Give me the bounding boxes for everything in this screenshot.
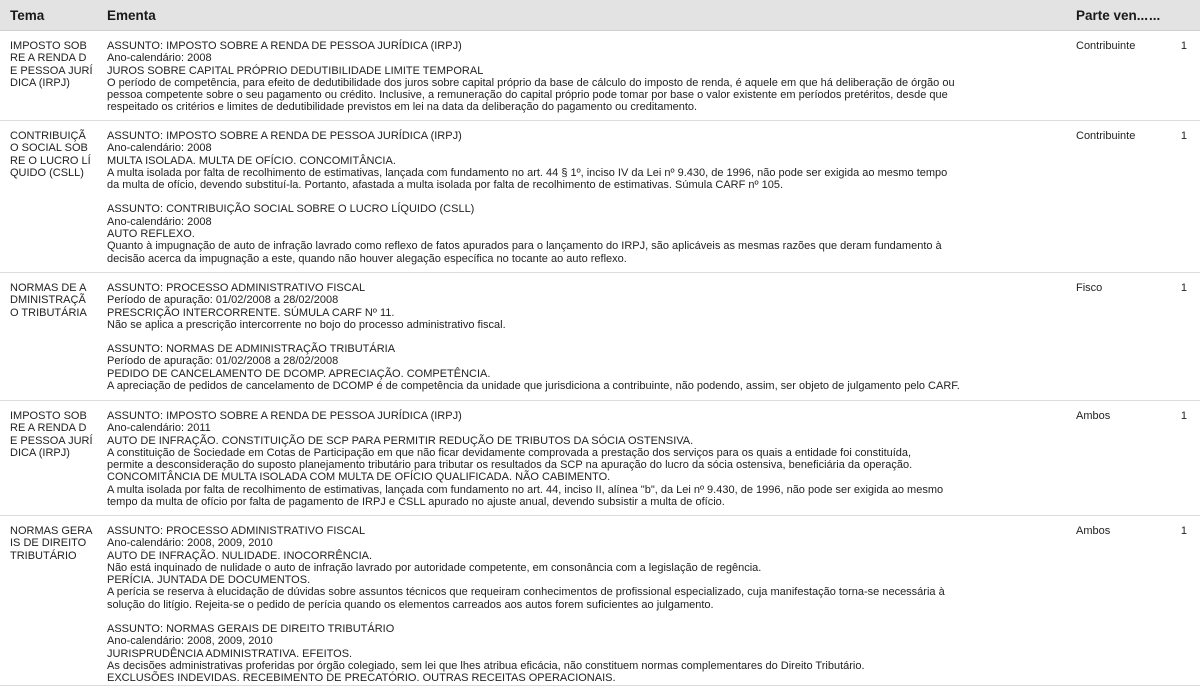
ementa-line: solução do litígio. Rejeita-se o pedido de perícia quando os elementos carreados aos autos forem suficientes ao julgamento. — [107, 598, 714, 611]
cell-ementa — [97, 525, 1066, 685]
ementa-line: CONCOMITÂNCIA DE MULTA ISOLADA COM MULTA DE OFÍCIO QUALIFICADA. NÃO CABIMENTO. — [107, 471, 611, 484]
ementa-line: ASSUNTO: IMPOSTO SOBRE A RENDA DE PESSOA JURÍDICA (IRPJ) — [107, 130, 462, 142]
column-header-ementa[interactable]: Ementa — [107, 7, 156, 23]
ementa-block — [107, 203, 1060, 264]
ementa-line: A multa isolada por falta de recolhimento de estimativas, lançada com fundamento no art. 44, inciso II, alínea "b", da Lei nº 9.430, de 1996, não pode ser exigida ao mesmo — [107, 483, 944, 496]
ementa-block — [107, 410, 1060, 508]
ementa-line: A constituição de Sociedade em Cotas de Participação em que não ficar devidamente comprovada a prestação dos serviços para os quais a entidade foi constituída, — [107, 446, 912, 459]
ementa-line: ASSUNTO: PROCESSO ADMINISTRATIVO FISCAL — [107, 282, 366, 294]
cell-count: 1 — [1180, 130, 1187, 142]
cell-tema: CONTRIBUIÇÃO SOCIAL SOBRE O LUCRO LÍQUIDO (CSLL) — [10, 130, 91, 179]
column-header-tema[interactable]: Tema — [10, 7, 45, 23]
table-header — [0, 0, 1200, 31]
cell-tema: IMPOSTO SOBRE A RENDA DE PESSOA JURÍDICA (IRPJ) — [10, 40, 93, 89]
ementa-line: Ano-calendário: 2011 — [107, 422, 211, 435]
ementa-block — [107, 40, 1060, 114]
table-row[interactable] — [0, 273, 1200, 401]
ementa-line: tempo da multa de ofício por falta de pagamento de IRPJ e CSLL apurado no ajuste anual, devendo subsistir a multa de ofício. — [107, 496, 725, 509]
ementa-line: ASSUNTO: CONTRIBUIÇÃO SOCIAL SOBRE O LUCRO LÍQUIDO (CSLL) — [107, 203, 475, 216]
cell-count: 1 — [1180, 40, 1187, 52]
ementa-line: Não está inquinado de nulidade o auto de infração lavrado por autoridade competente, em consonância com a legislação de regência. — [107, 561, 762, 574]
table-row[interactable] — [0, 31, 1200, 121]
ementa-line: Ano-calendário: 2008 — [107, 52, 212, 65]
ementa-line: Não se aplica a prescrição intercorrente no bojo do processo administrativo fiscal. — [107, 318, 506, 331]
ementa-line: PEDIDO DE CANCELAMENTO DE DCOMP. APRECIAÇÃO. COMPETÊNCIA. — [107, 367, 491, 380]
ementa-line: EXCLUSÕES INDEVIDAS. RECEBIMENTO DE PRECATÓRIO. OUTRAS RECEITAS OPERACIONAIS. — [107, 672, 616, 685]
cell-count: 1 — [1180, 525, 1187, 537]
ementa-line: O período de competência, para efeito de dedutibilidade dos juros sobre capital próprio da base de cálculo do imposto de renda, é aquele em que há deliberação de órgão ou — [107, 76, 955, 89]
ementa-block — [107, 130, 1060, 191]
column-header-parte-vencedora[interactable]: Parte ven... — [1076, 7, 1149, 23]
ementa-line: ASSUNTO: NORMAS GERAIS DE DIREITO TRIBUTÁRIO — [107, 623, 395, 636]
ementa-line: respeitado os critérios e limites de dedutibilidade previstos em lei na data da deliberação do pagamento ou creditamento. — [107, 101, 698, 114]
cell-parte-vencedora: Fisco — [1076, 282, 1103, 294]
ementa-line: decisão acerca da impugnação a este, quando não houver alegação específica no tocante ao auto reflexo. — [107, 252, 627, 265]
ementa-line: ASSUNTO: IMPOSTO SOBRE A RENDA DE PESSOA JURÍDICA (IRPJ) — [107, 40, 462, 52]
ementa-line: Ano-calendário: 2008 — [107, 215, 212, 228]
cell-count: 1 — [1180, 410, 1187, 422]
ementa-line: Período de apuração: 01/02/2008 a 28/02/2008 — [107, 294, 339, 307]
ementa-line: ASSUNTO: IMPOSTO SOBRE A RENDA DE PESSOA JURÍDICA (IRPJ) — [107, 410, 462, 422]
ementa-line: da multa de ofício, devendo substituí-la. Portanto, afastada a multa isolada por falta de recolhimento de estimativas. Súmula CARF nº 105. — [107, 179, 784, 192]
ementa-line: ASSUNTO: NORMAS DE ADMINISTRAÇÃO TRIBUTÁRIA — [107, 343, 396, 356]
table-row[interactable] — [0, 401, 1200, 516]
ementa-block — [107, 623, 1060, 684]
cell-tema: NORMAS DE ADMINISTRAÇÃO TRIBUTÁRIA — [10, 282, 87, 319]
ementa-line: MULTA ISOLADA. MULTA DE OFÍCIO. CONCOMITÂNCIA. — [107, 154, 396, 167]
ementa-block — [107, 525, 1060, 611]
cell-tema: IMPOSTO SOBRE A RENDA DE PESSOA JURÍDICA (IRPJ) — [10, 410, 93, 459]
ementa-line: JUROS SOBRE CAPITAL PRÓPRIO DEDUTIBILIDADE LIMITE TEMPORAL — [107, 64, 484, 77]
ementa-line: Ano-calendário: 2008 — [107, 142, 212, 155]
column-header-extra[interactable]: ... — [1149, 7, 1161, 23]
cell-parte-vencedora: Contribuinte — [1076, 130, 1136, 142]
table-row[interactable] — [0, 516, 1200, 686]
cell-parte-vencedora: Ambos — [1076, 410, 1111, 422]
ementa-line: A apreciação de pedidos de cancelamento de DCOMP é de competência da unidade que jurisdiciona a contribuinte, não podendo, assim, ser objeto de julgamento pelo CARF. — [107, 380, 960, 393]
ementa-line: permite a desconsideração do suposto planejamento tributário para tributar os resultados da SCP na apuração do lucro da sócia ostensiva, beneficiária da operação. — [107, 459, 913, 472]
ementa-line: AUTO DE INFRAÇÃO. CONSTITUIÇÃO DE SCP PARA PERMITIR REDUÇÃO DE TRIBUTOS DA SÓCIA OSTENSIVA. — [107, 434, 694, 447]
ementa-line: PRESCRIÇÃO INTERCORRENTE. SÚMULA CARF Nº 11. — [107, 306, 395, 319]
ementa-line: Ano-calendário: 2008, 2009, 2010 — [107, 635, 273, 648]
ementa-line: As decisões administrativas proferidas por órgão colegiado, sem lei que lhes atribua eficácia, não constituem normas complementares do Direito Tributário. — [107, 659, 865, 672]
cell-parte-vencedora: Contribuinte — [1076, 40, 1136, 52]
cell-parte-vencedora: Ambos — [1076, 525, 1111, 537]
ementa-line: AUTO REFLEXO. — [107, 228, 195, 241]
cell-count: 1 — [1180, 282, 1187, 294]
table-row[interactable] — [0, 121, 1200, 273]
cell-ementa — [97, 282, 1066, 400]
ementa-line: Quanto à impugnação de auto de infração lavrado como reflexo de fatos apurados para o lançamento do IRPJ, são aplicáveis as mesmas razões que deram fundamento à — [107, 240, 942, 253]
cell-ementa — [97, 130, 1066, 272]
ementa-line: ASSUNTO: PROCESSO ADMINISTRATIVO FISCAL — [107, 525, 366, 537]
ementa-line: A multa isolada por falta de recolhimento de estimativas, lançada com fundamento no art. 44 § 1º, inciso IV da Lei nº 9.430, de 1996, não pode ser exigida ao mesmo tempo — [107, 166, 948, 179]
ementa-line: Ano-calendário: 2008, 2009, 2010 — [107, 537, 273, 550]
ementa-block — [107, 282, 1060, 331]
ementa-line: Período de apuração: 01/02/2008 a 28/02/2008 — [107, 355, 339, 368]
ementa-line: A perícia se reserva à elucidação de dúvidas sobre assuntos técnicos que requeiram conhecimentos de profissional especializado, cuja manifestação torna-se necessária à — [107, 586, 945, 599]
ementa-line: pessoa competente sobre o seu pagamento ou crédito. Inclusive, a remuneração do capital próprio pode tomar por base o valor existente em períodos pretéritos, desde que — [107, 89, 948, 102]
ementa-line: JURISPRUDÊNCIA ADMINISTRATIVA. EFEITOS. — [107, 647, 353, 660]
ementa-line: AUTO DE INFRAÇÃO. NULIDADE. INOCORRÊNCIA. — [107, 549, 373, 562]
cell-ementa — [97, 410, 1066, 515]
table-body — [0, 31, 1200, 686]
ementa-line: PERÍCIA. JUNTADA DE DOCUMENTOS. — [107, 574, 311, 587]
cell-tema: NORMAS GERAIS DE DIREITO TRIBUTÁRIO — [10, 525, 93, 562]
ementa-block — [107, 343, 1060, 392]
cell-ementa — [97, 40, 1066, 120]
